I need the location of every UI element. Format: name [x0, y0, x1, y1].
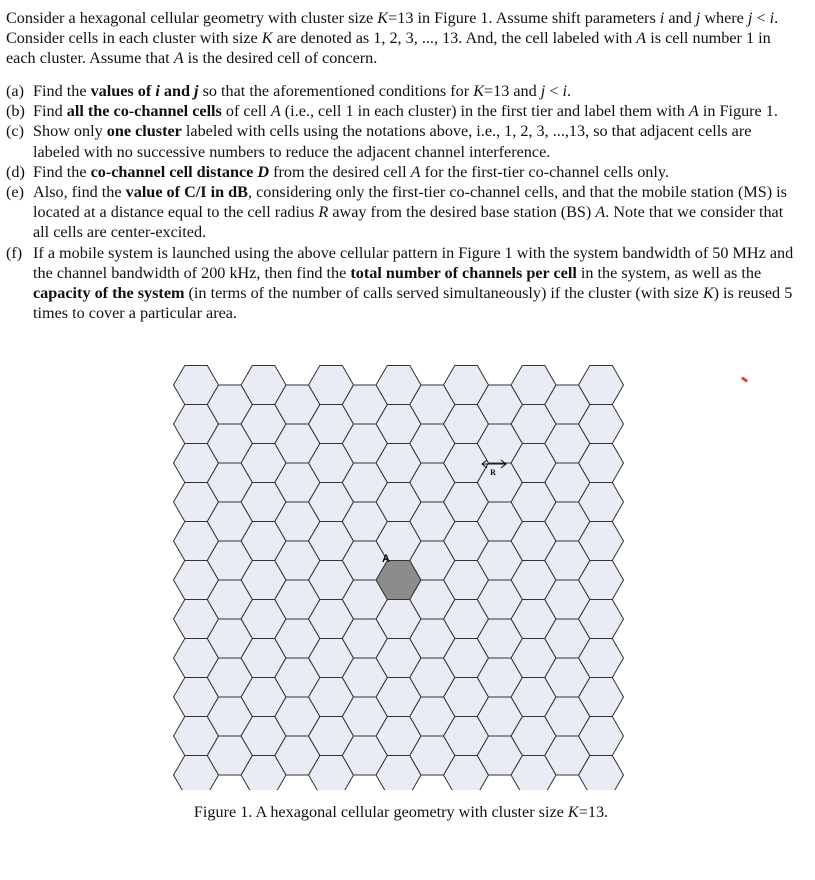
cell-a-label: A: [382, 553, 390, 565]
question-list: [6, 81, 802, 323]
question-f: (f) If a mobile system is launched using the above cellular pattern in Figure 1 with the system bandwidth of 50 MHz and the channel bandwidth of 200 kHz, then find the total number of channels per cell in the system, as well as the capacity of the system (in terms of the number of calls served simultaneously) if the cluster (with size K) is reused 5 times to cover a particular area.: [6, 243, 794, 323]
question-d: (d) Find the co-channel cell distance D from the desired cell A for the first-tier co-channel cells only.: [6, 162, 669, 181]
question-a: (a) Find the values of i and j so that the aforementioned conditions for K=13 and j < i.: [6, 82, 572, 100]
desired-cell-marker: [382, 553, 390, 565]
cells-group: [174, 366, 624, 791]
question-b: (b) Find all the co-channel cells of cell A (i.e., cell 1 in each cluster) in the first tier and label them with A in Figure 1.: [6, 102, 778, 121]
radius-label: R: [490, 468, 496, 477]
question-c: (c) Show only one cluster labeled with cells using the notations above, i.e., 1, 2, 3, ...,13, so that adjacent cells are labeled with no successive numbers to reduce the adjacent channel interference.: [6, 122, 752, 161]
hexagonal-cell-grid: [160, 360, 640, 790]
question-e: (e) Also, find the value of C/I in dB, considering only the first-tier co-channel cells, and that the mobile station (MS) is located at a distance equal to the cell radius R away from the desired base station (BS) A. Note that we consider that all cells are center-excited.: [6, 183, 787, 242]
problem-intro: Consider a hexagonal cellular geometry with cluster size K=13 in Figure 1. Assume shift parameters i and j where j < i. Consider cells in each cluster with size K are denoted as 1, 2, 3, ..., 13. And, the cell labeled with A is cell number 1 in each cluster. Assume that A is the desired cell of concern.: [6, 9, 779, 68]
figure-caption: Figure 1. A hexagonal cellular geometry with cluster size K=13.: [193, 803, 609, 821]
stray-red-mark: [741, 376, 748, 382]
